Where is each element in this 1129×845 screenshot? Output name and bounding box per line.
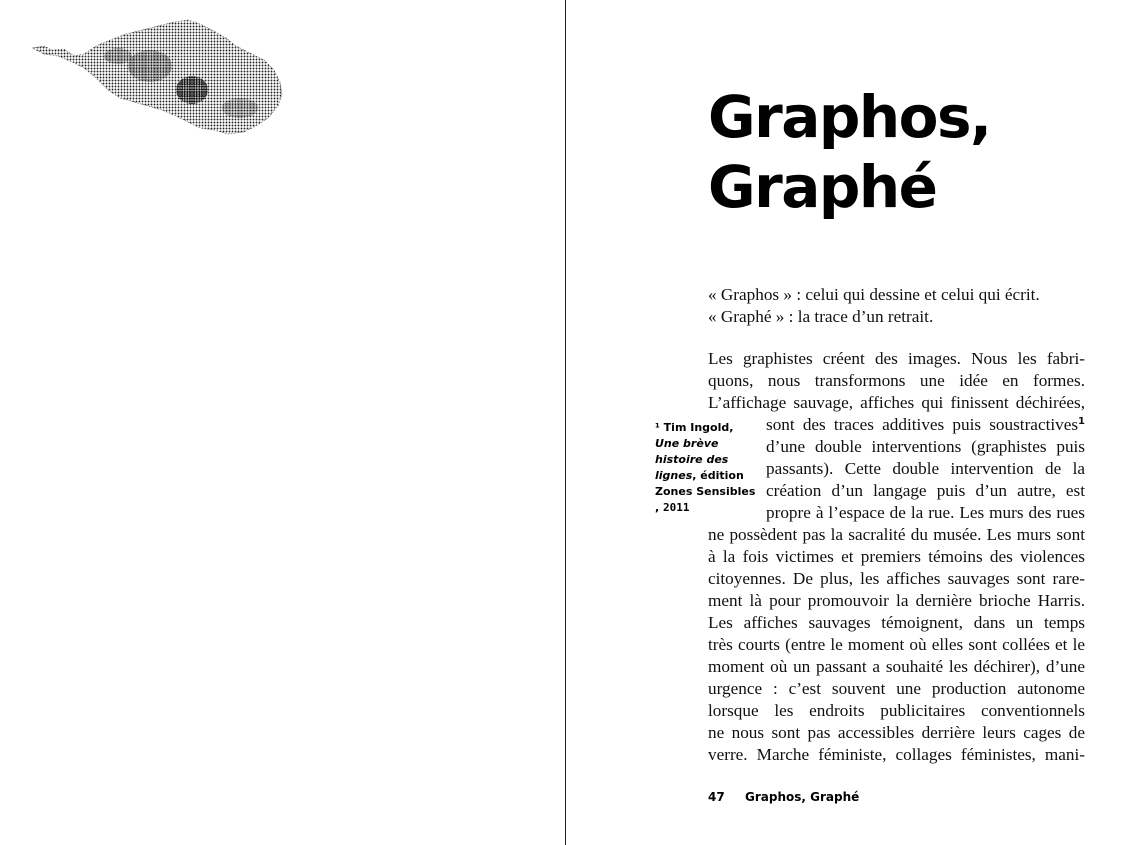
footnote-reference[interactable]: 1 (1078, 416, 1085, 427)
body-line: verre. Marche féministe, collages féministes, mani- (708, 745, 1085, 764)
body-line: ne nous sont pas accessibles derrière leurs cages de (708, 723, 1085, 742)
body-line: ment là pour promouvoir la dernière brioche Harris. (708, 591, 1085, 610)
body-line: ne possèdent pas la sacralité du musée. Les murs sont (708, 525, 1085, 544)
chapter-title-line-2: Graphé (708, 153, 937, 221)
body-paragraph (708, 348, 1085, 766)
footnote-marker: ¹ (655, 421, 660, 434)
chapter-title (708, 82, 991, 222)
body-line: citoyennes. De plus, les affiches sauvages sont rare- (708, 569, 1085, 588)
page-footer (708, 790, 859, 804)
body-line: moment où un passant a souhaité les déchirer), d’une (708, 657, 1085, 676)
body-line: d’une double interventions (graphistes puis (766, 437, 1085, 456)
footnote-year: 2011 (663, 501, 690, 514)
chapter-title-line-1: Graphos, (708, 83, 991, 151)
body-line: Les graphistes créent des images. Nous les fabri- (708, 349, 1085, 368)
body-line: Les affiches sauvages témoignent, dans un temps (708, 613, 1085, 632)
body-line: urgence : c’est souvent une production autonome (708, 679, 1085, 698)
body-line: lorsque les endroits publicitaires conventionnels (708, 701, 1085, 720)
torn-poster-fragment-image (30, 16, 288, 138)
footnote (655, 420, 760, 516)
body-line: quons, nous transformons une idée en formes. (708, 371, 1085, 390)
footnote-book-title: Une brève histoire des lignes (655, 437, 729, 482)
body-line-with-footnote (766, 414, 1085, 436)
intro-line: « Graphos » : celui qui dessine et celui qui écrit. (708, 285, 1040, 304)
gutter-line (565, 0, 566, 845)
body-line: propre à l’espace de la rue. Les murs des rues (766, 503, 1085, 522)
footnote-publisher: , édition Zones Sensibles , (655, 469, 756, 514)
body-line: passants). Cette double intervention de la (766, 459, 1085, 478)
intro-line: « Graphé » : la trace d’un retrait. (708, 307, 934, 326)
body-line: L’affichage sauvage, affiches qui finissent déchirées, (708, 393, 1085, 412)
body-line: à la fois victimes et premiers témoins des violences (708, 547, 1085, 566)
running-title: Graphos, Graphé (745, 790, 860, 804)
body-line: création d’un langage puis d’un autre, est (766, 481, 1085, 500)
body-line: très courts (entre le moment où elles sont collées et le (708, 635, 1085, 654)
intro-definitions (708, 284, 1088, 328)
footnote-author: Tim Ingold, (663, 421, 734, 434)
page-number: 47 (708, 790, 725, 804)
body-line-text: sont des traces additives puis soustractives (766, 415, 1079, 434)
